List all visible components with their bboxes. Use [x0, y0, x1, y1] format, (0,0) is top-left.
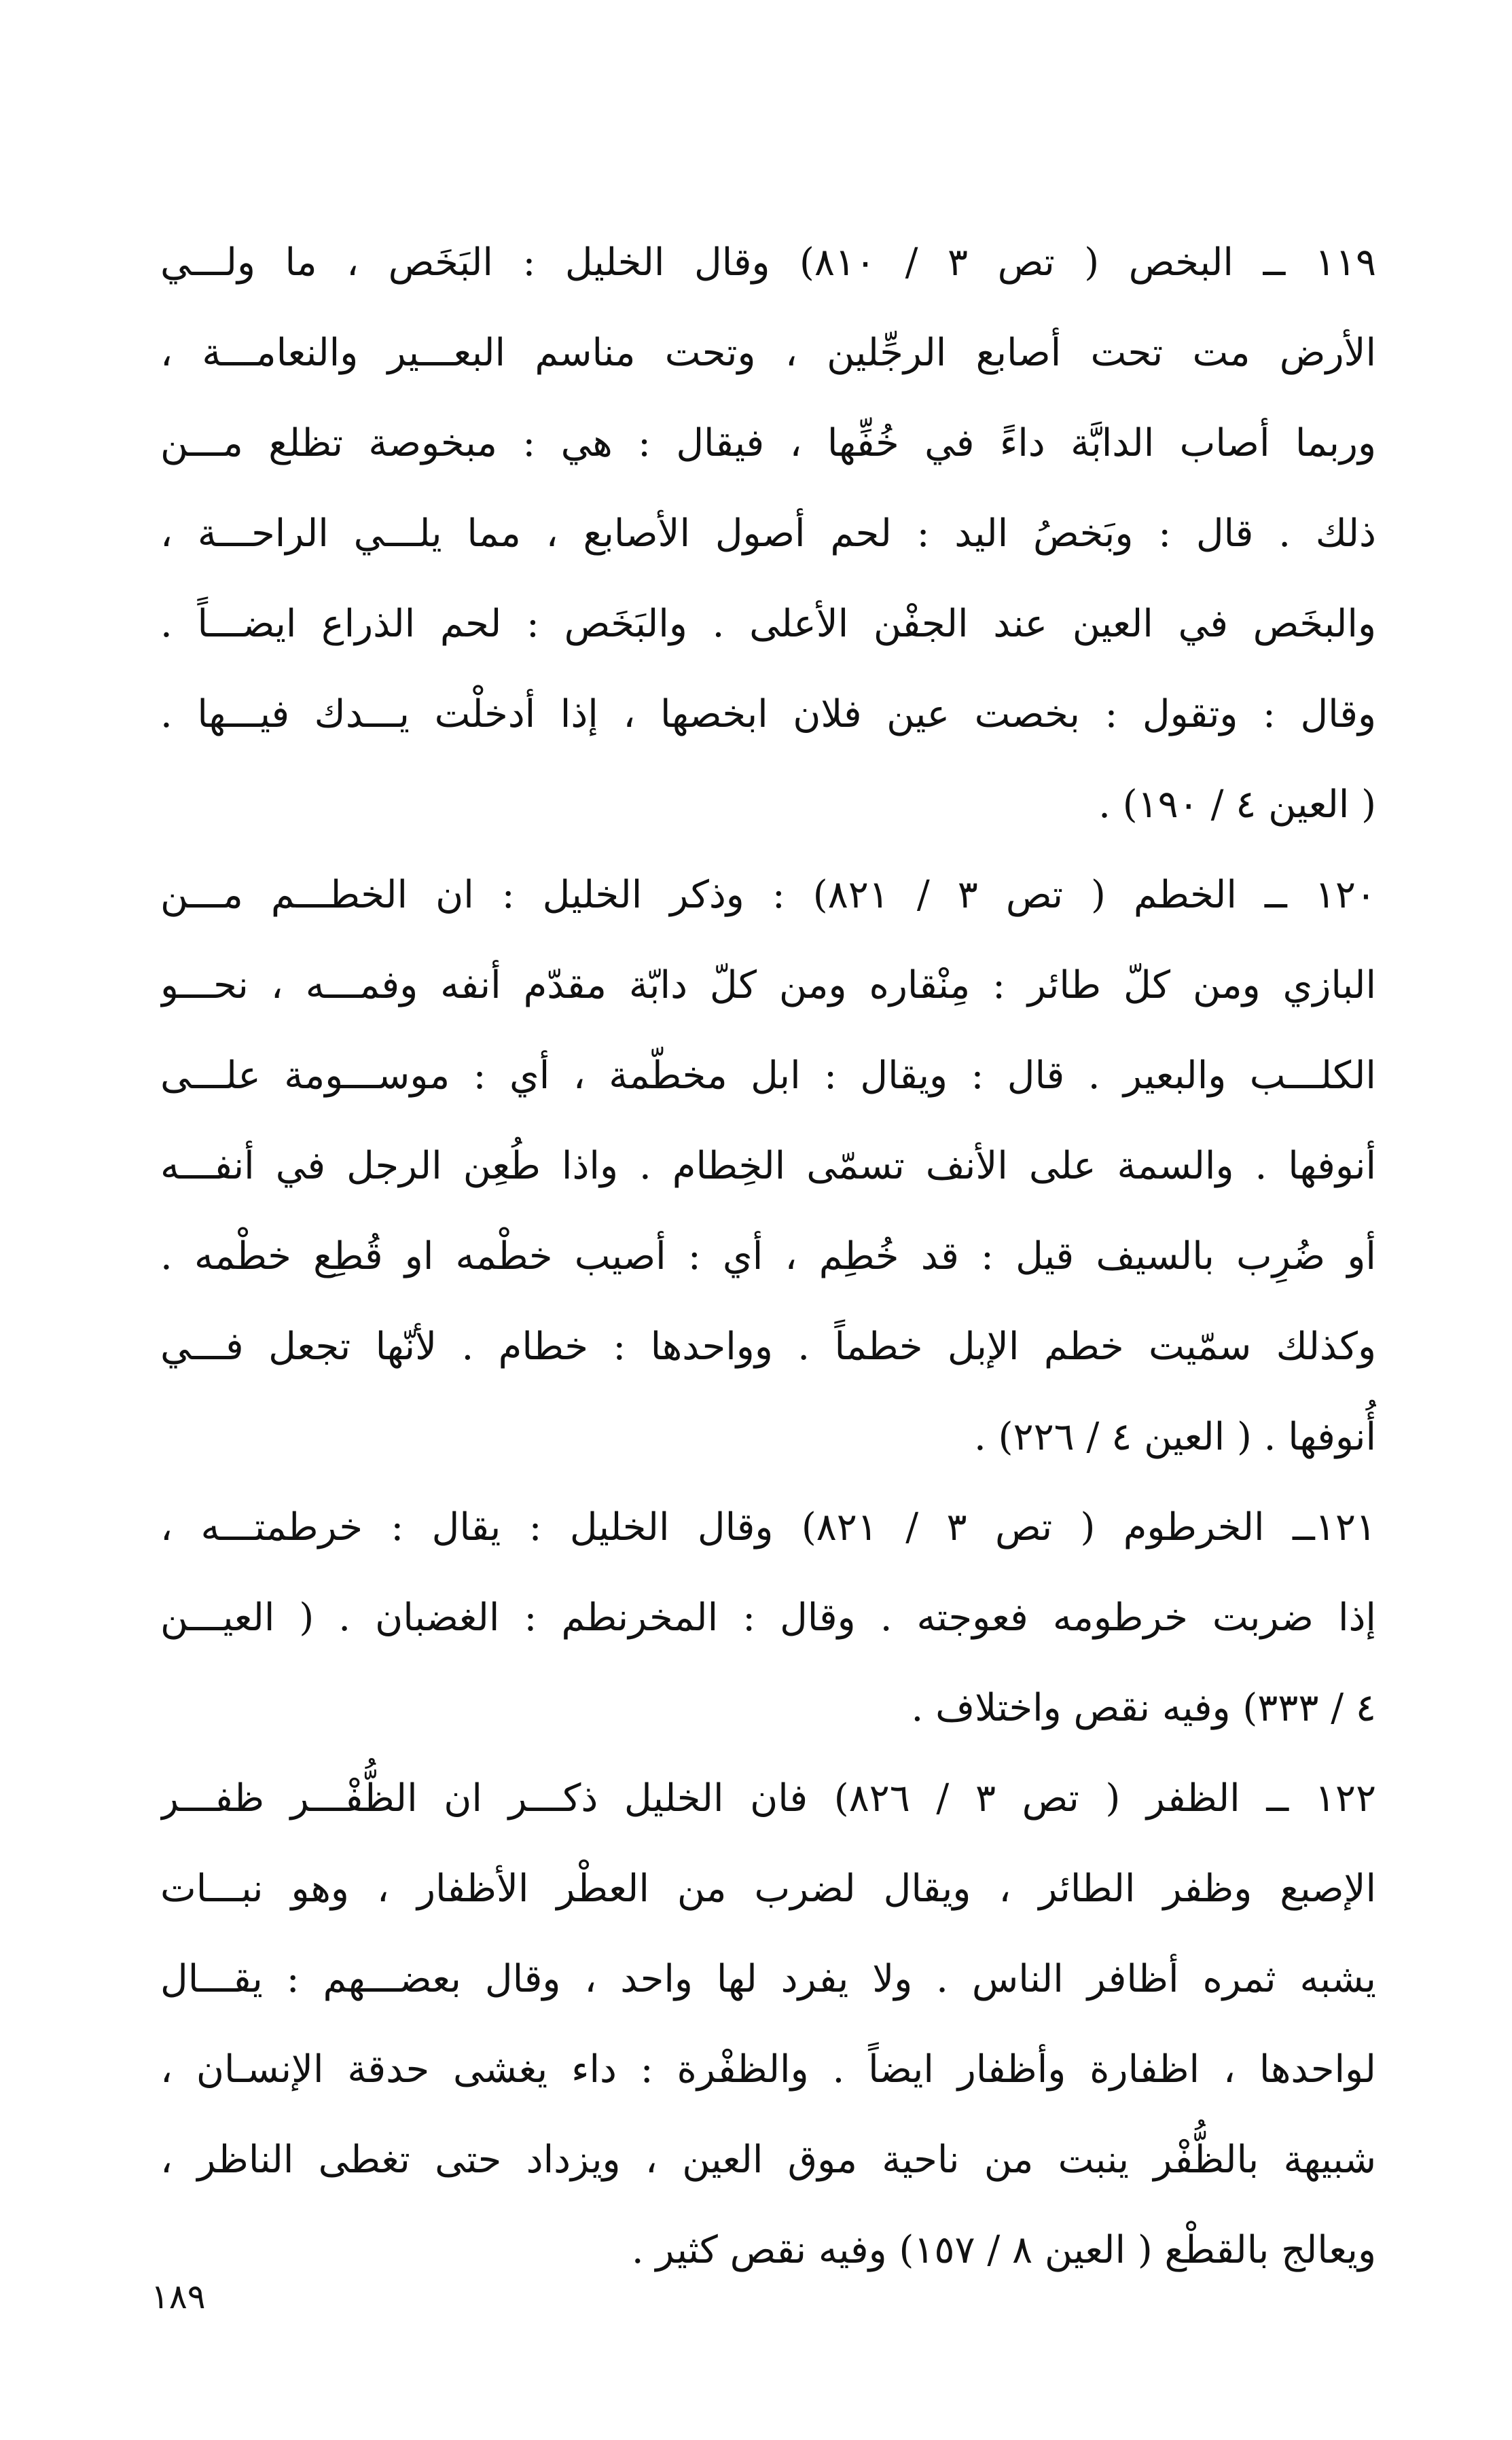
text-line: أو ضُرِب بالسيف قيل : قد خُطِم ، أي : أصيب خطْمه او قُطِع خطْمه . — [160, 1234, 1376, 1278]
text-line: يشبه ثمره أظافر الناس . ولا يفرد لها واحد ، وقال بعضـــهم : يقـــال — [160, 1957, 1376, 2001]
text-line: إذا ضربت خرطومه فعوجته . وقال : المخرنطم : الغضبان . ( العيـــن — [160, 1596, 1376, 1640]
text-line: الكلـــب والبعير . قال : ويقال : ابل مخطّمة ، أي : موســـومة علـــى — [160, 1054, 1376, 1098]
text-line: ويعالج بالقطْع ( العين ٨ / ١٥٧) وفيه نقص كثير . — [631, 2228, 1376, 2272]
text-line: أُنوفها . ( العين ٤ / ٢٢٦) . — [974, 1415, 1376, 1459]
text-line: البازي ومن كلّ طائر : مِنْقاره ومن كلّ دابّة مقدّم أنفه وفمـــه ، نحـــو — [160, 963, 1376, 1007]
text-line: أنوفها . والسمة على الأنف تسمّى الخِطام . واذا طُعِن الرجل في أنفـــه — [160, 1144, 1376, 1188]
text-line: وقال : وتقول : بخصت عين فلان ابخصها ، إذا أدخلْت يـــدك فيـــها . — [160, 692, 1376, 736]
text-line: ١٢١ــ الخرطوم ( تص ٣ / ٨٢١) وقال الخليل : يقال : خرطمتـــه ، — [160, 1505, 1376, 1549]
page-number: ١٨٩ — [151, 2277, 206, 2316]
text-line: ١١٩ ــ البخص ( تص ٣ / ٨١٠) وقال الخليل : البَخَص ، ما ولـــي — [160, 240, 1376, 285]
text-line: وكذلك سمّيت خطم الإبل خطماً . وواحدها : خطام . لأنّها تجعل فـــي — [160, 1325, 1376, 1369]
text-line: ١٢٠ ــ الخطم ( تص ٣ / ٨٢١) : وذكر الخليل : ان الخطـــم مـــن — [160, 873, 1376, 917]
text-line: ( العين ٤ / ١٩٠) . — [1098, 783, 1376, 827]
text-line: ٤ / ٣٣٣) وفيه نقص واختلاف . — [911, 1686, 1376, 1730]
text-line: الأرض مت تحت أصابع الرجِّلين ، وتحت مناسم البعـــير والنعامـــة ، — [160, 331, 1376, 375]
text-line: وربما أصاب الدابَّة داءً في خُفِّها ، فيقال : هي : مبخوصة تظلع مـــن — [160, 421, 1376, 465]
text-line: لواحدها ، اظفارة وأظفار ايضاً . والظفْرة : داء يغشى حدقة الإنسـان ، — [160, 2047, 1376, 2092]
text-line: شبيهة بالظُّفْر ينبت من ناحية موق العين ، ويزداد حتى تغطى الناظر ، — [160, 2138, 1376, 2182]
body-text — [160, 217, 1376, 2295]
text-line: ١٢٢ ــ الظفر ( تص ٣ / ٨٢٦) فان الخليل ذكـــر ان الظُّفْـــر ظفـــر — [160, 1776, 1376, 1820]
text-line: ذلك . قال : وبَخصُ اليد : لحم أصول الأصابع ، مما يلـــي الراحـــة ، — [160, 512, 1376, 556]
text-line: والبخَص في العين عند الجفْن الأعلى . والبَخَص : لحم الذراع ايضـــاً . — [160, 602, 1376, 646]
text-line: الإصبع وظفر الطائر ، ويقال لضرب من العطْر الأظفار ، وهو نبـــات — [160, 1867, 1376, 1911]
